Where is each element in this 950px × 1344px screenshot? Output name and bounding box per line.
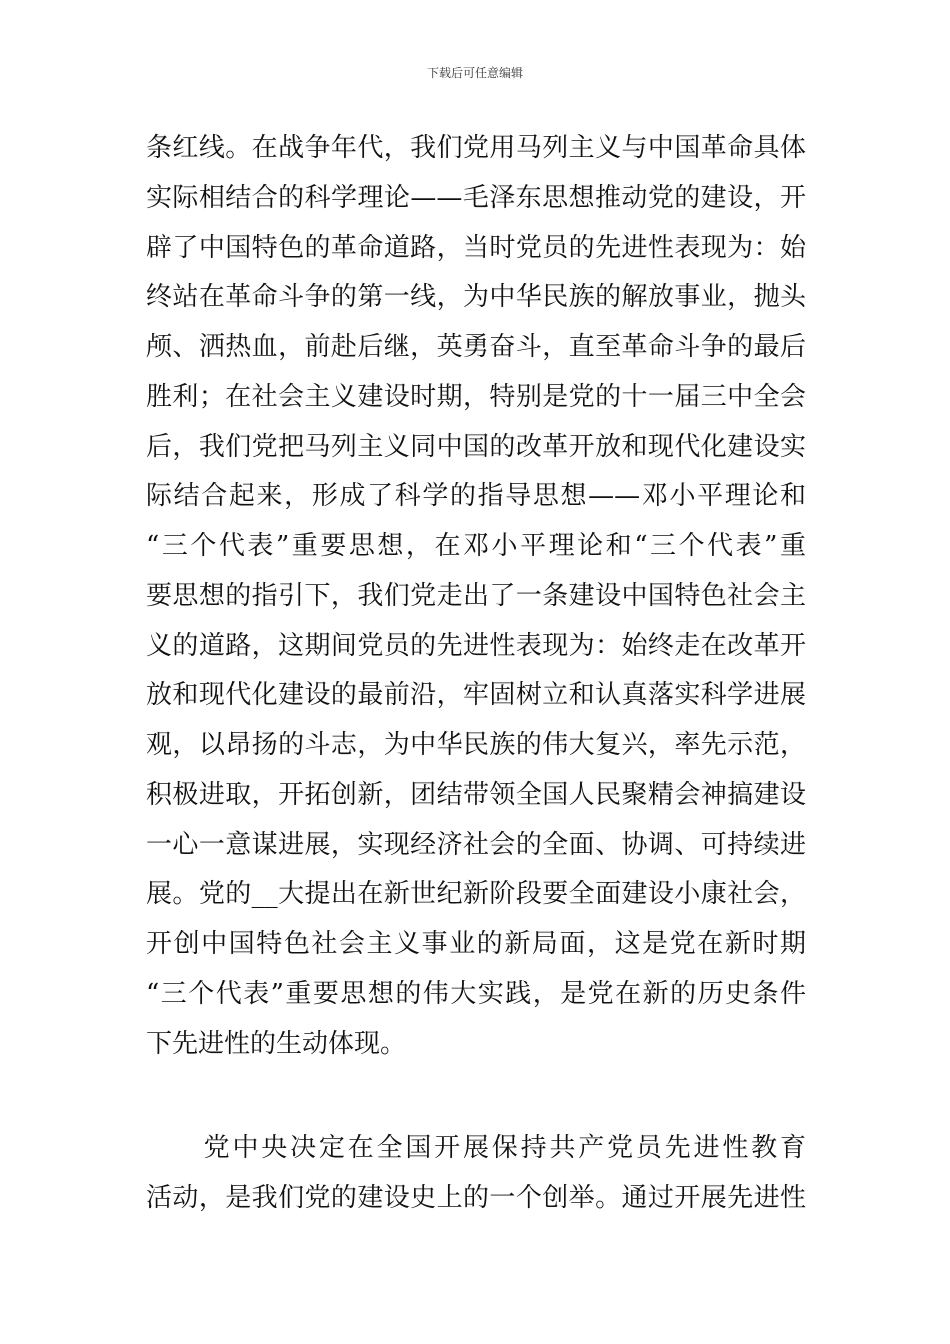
text-line: 际结合起来，形成了科学的指导思想——邓小平理论和: [146, 481, 806, 512]
text-line: 颅、洒热血，前赴后继，英勇奋斗，直至革命斗争的最后: [146, 332, 806, 362]
paragraph-2: [146, 1124, 806, 1224]
text-line: 观，以昂扬的斗志，为中华民族的伟大复兴，率先示范，: [146, 730, 806, 760]
text-line: 积极进取，开拓创新，团结带领全国人民聚精会神搞建设: [146, 779, 806, 810]
text-line: 胜利；在社会主义建设时期，特别是党的十一届三中全会: [146, 381, 806, 412]
paragraph-1: [146, 124, 806, 1069]
text-line: 辟了中国特色的革命道路，当时党员的先进性表现为：始: [146, 232, 806, 263]
text-line: “三个代表”重要思想的伟大实践，是党在新的历史条件: [146, 978, 806, 1009]
text-line: 展。党的__大提出在新世纪新阶段要全面建设小康社会，: [146, 879, 806, 910]
text-line: 放和现代化建设的最前沿，牢固树立和认真落实科学进展: [146, 680, 806, 711]
text-line: 一心一意谋进展，实现经济社会的全面、协调、可持续进: [146, 829, 806, 860]
page-header: 下载后可任意编辑: [426, 66, 523, 80]
text-line: “三个代表”重要思想，在邓小平理论和“三个代表”重: [146, 531, 806, 561]
text-line: 后，我们党把马列主义同中国的改革开放和现代化建设实: [146, 431, 806, 462]
text-line: 活动，是我们党的建设史上的一个创举。通过开展先进性: [146, 1182, 806, 1213]
text-line: 实际相结合的科学理论——毛泽东思想推动党的建设，开: [146, 182, 806, 213]
text-line: 条红线。在战争年代，我们党用马列主义与中国革命具体: [146, 133, 806, 163]
text-line: 义的道路，这期间党员的先进性表现为：始终走在改革开: [146, 630, 806, 661]
text-line: 开创中国特色社会主义事业的新局面，这是党在新时期: [146, 929, 806, 959]
text-line: 下先进性的生动体现。: [146, 1028, 407, 1059]
text-line: 终站在革命斗争的第一线，为中华民族的解放事业，抛头: [146, 282, 806, 313]
text-line: 党中央决定在全国开展保持共产党员先进性教育: [146, 1133, 806, 1163]
text-line: 要思想的指引下，我们党走出了一条建设中国特色社会主: [146, 580, 806, 611]
